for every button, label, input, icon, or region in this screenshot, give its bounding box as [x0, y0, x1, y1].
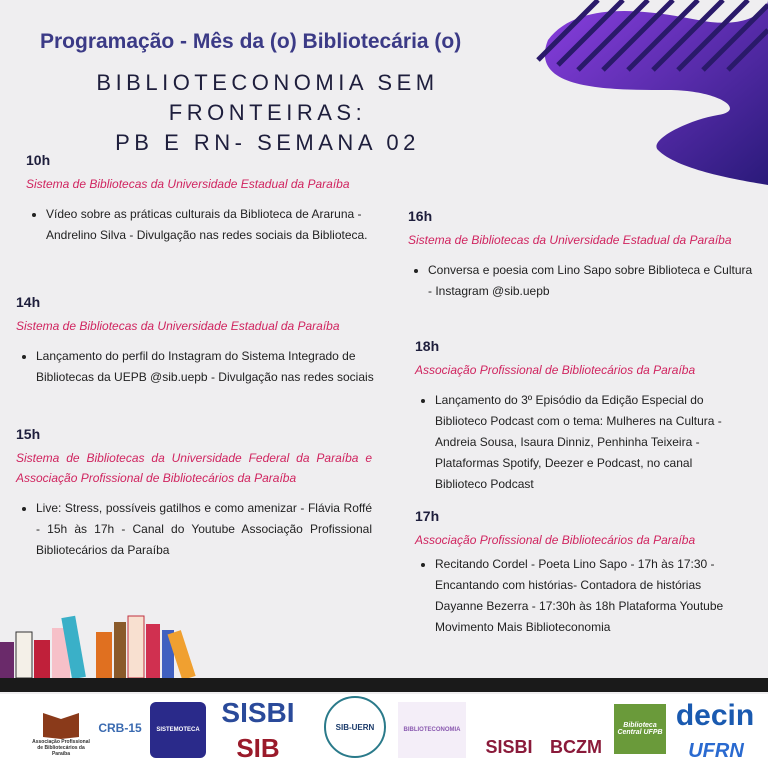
logo-crb15: CRB-15 [98, 721, 142, 735]
logo-sib-uern: SIB-UERN [324, 696, 386, 758]
event-17h: 17h Associação Profissional de Bibliotecários da Paraíba • Recitando Cordel - Poeta Lino Sapo - 17h às 17:30 - Encantando com histórias- Contadora de histórias Dayanne Bezerra - 17:30h às 18h Plataforma Youtube Movimento Mais Biblioteconomia [415, 508, 735, 638]
logo-biblioteca-central-ufpb: Biblioteca Central UFPB [614, 704, 666, 754]
logo-sisbi-ufersa: SISBI [221, 697, 295, 728]
partner-logos [0, 694, 768, 768]
logo-sistemoteca: SISTEMOTECA [150, 702, 206, 758]
event-15h: 15h Sistema de Bibliotecas da Universidade Federal da Paraíba e Associação Profissional de Bibliotecários da Paraíba • Live: Stress, possíveis gatilhos e como amenizar - Flávia Roffé - 15h às 17h - Canal do Youtube Associação Profissional Bibliotecários da Paraíba [16, 426, 372, 561]
logo-bczm: BCZM [550, 737, 602, 757]
logo-ufrn: UFRN [688, 739, 744, 762]
page-title: Programação - Mês da (o) Bibliotecária (o) [40, 30, 462, 53]
event-16h: 16h Sistema de Bibliotecas da Universidade Estadual da Paraíba • Conversa e poesia com Lino Sapo sobre Biblioteca e Cultura - Instagram @sib.uepb [408, 208, 758, 302]
event-10h: 10h Sistema de Bibliotecas da Universidade Estadual da Paraíba • Vídeo sobre as práticas culturais da Biblioteca de Araruna - Andrelino Silva - Divulgação nas redes sociais da Biblioteca. [26, 152, 376, 246]
purple-wave-decoration [518, 0, 768, 185]
logo-decin: decin [675, 699, 755, 732]
event-18h: 18h Associação Profissional de Bibliotecários da Paraíba • Lançamento do 3º Episódio da Edição Especial do Biblioteco Podcast com o tema: Mulheres na Cultura - Andreia Sousa, Isaura Dinniz, Penhinha Teixeira - Plataformas Spotify, Deezer e Podcast, no canal Biblioteco Podcast [415, 338, 735, 495]
books-illustration [0, 612, 230, 678]
logo-sisbi-ufpb: SISBI [485, 737, 533, 757]
logo-apbpb: Associação Profissional de Bibliotecários da Paraíba [32, 708, 90, 758]
event-14h: 14h Sistema de Bibliotecas da Universidade Estadual da Paraíba • Lançamento do perfil do Instagram do Sistema Integrado de Bibliotecas da UEPB @sib.uepb - Divulgação nas redes sociais [16, 294, 376, 388]
logo-biblioteconomia-ufpb: BIBLIOTECONOMIA [398, 702, 466, 758]
logo-sib: SIB [236, 732, 280, 763]
footer-bar [0, 678, 768, 692]
page-subtitle: BIBLIOTECONOMIA SEM FRONTEIRAS: PB E RN- SEMANA 02 [96, 70, 439, 155]
